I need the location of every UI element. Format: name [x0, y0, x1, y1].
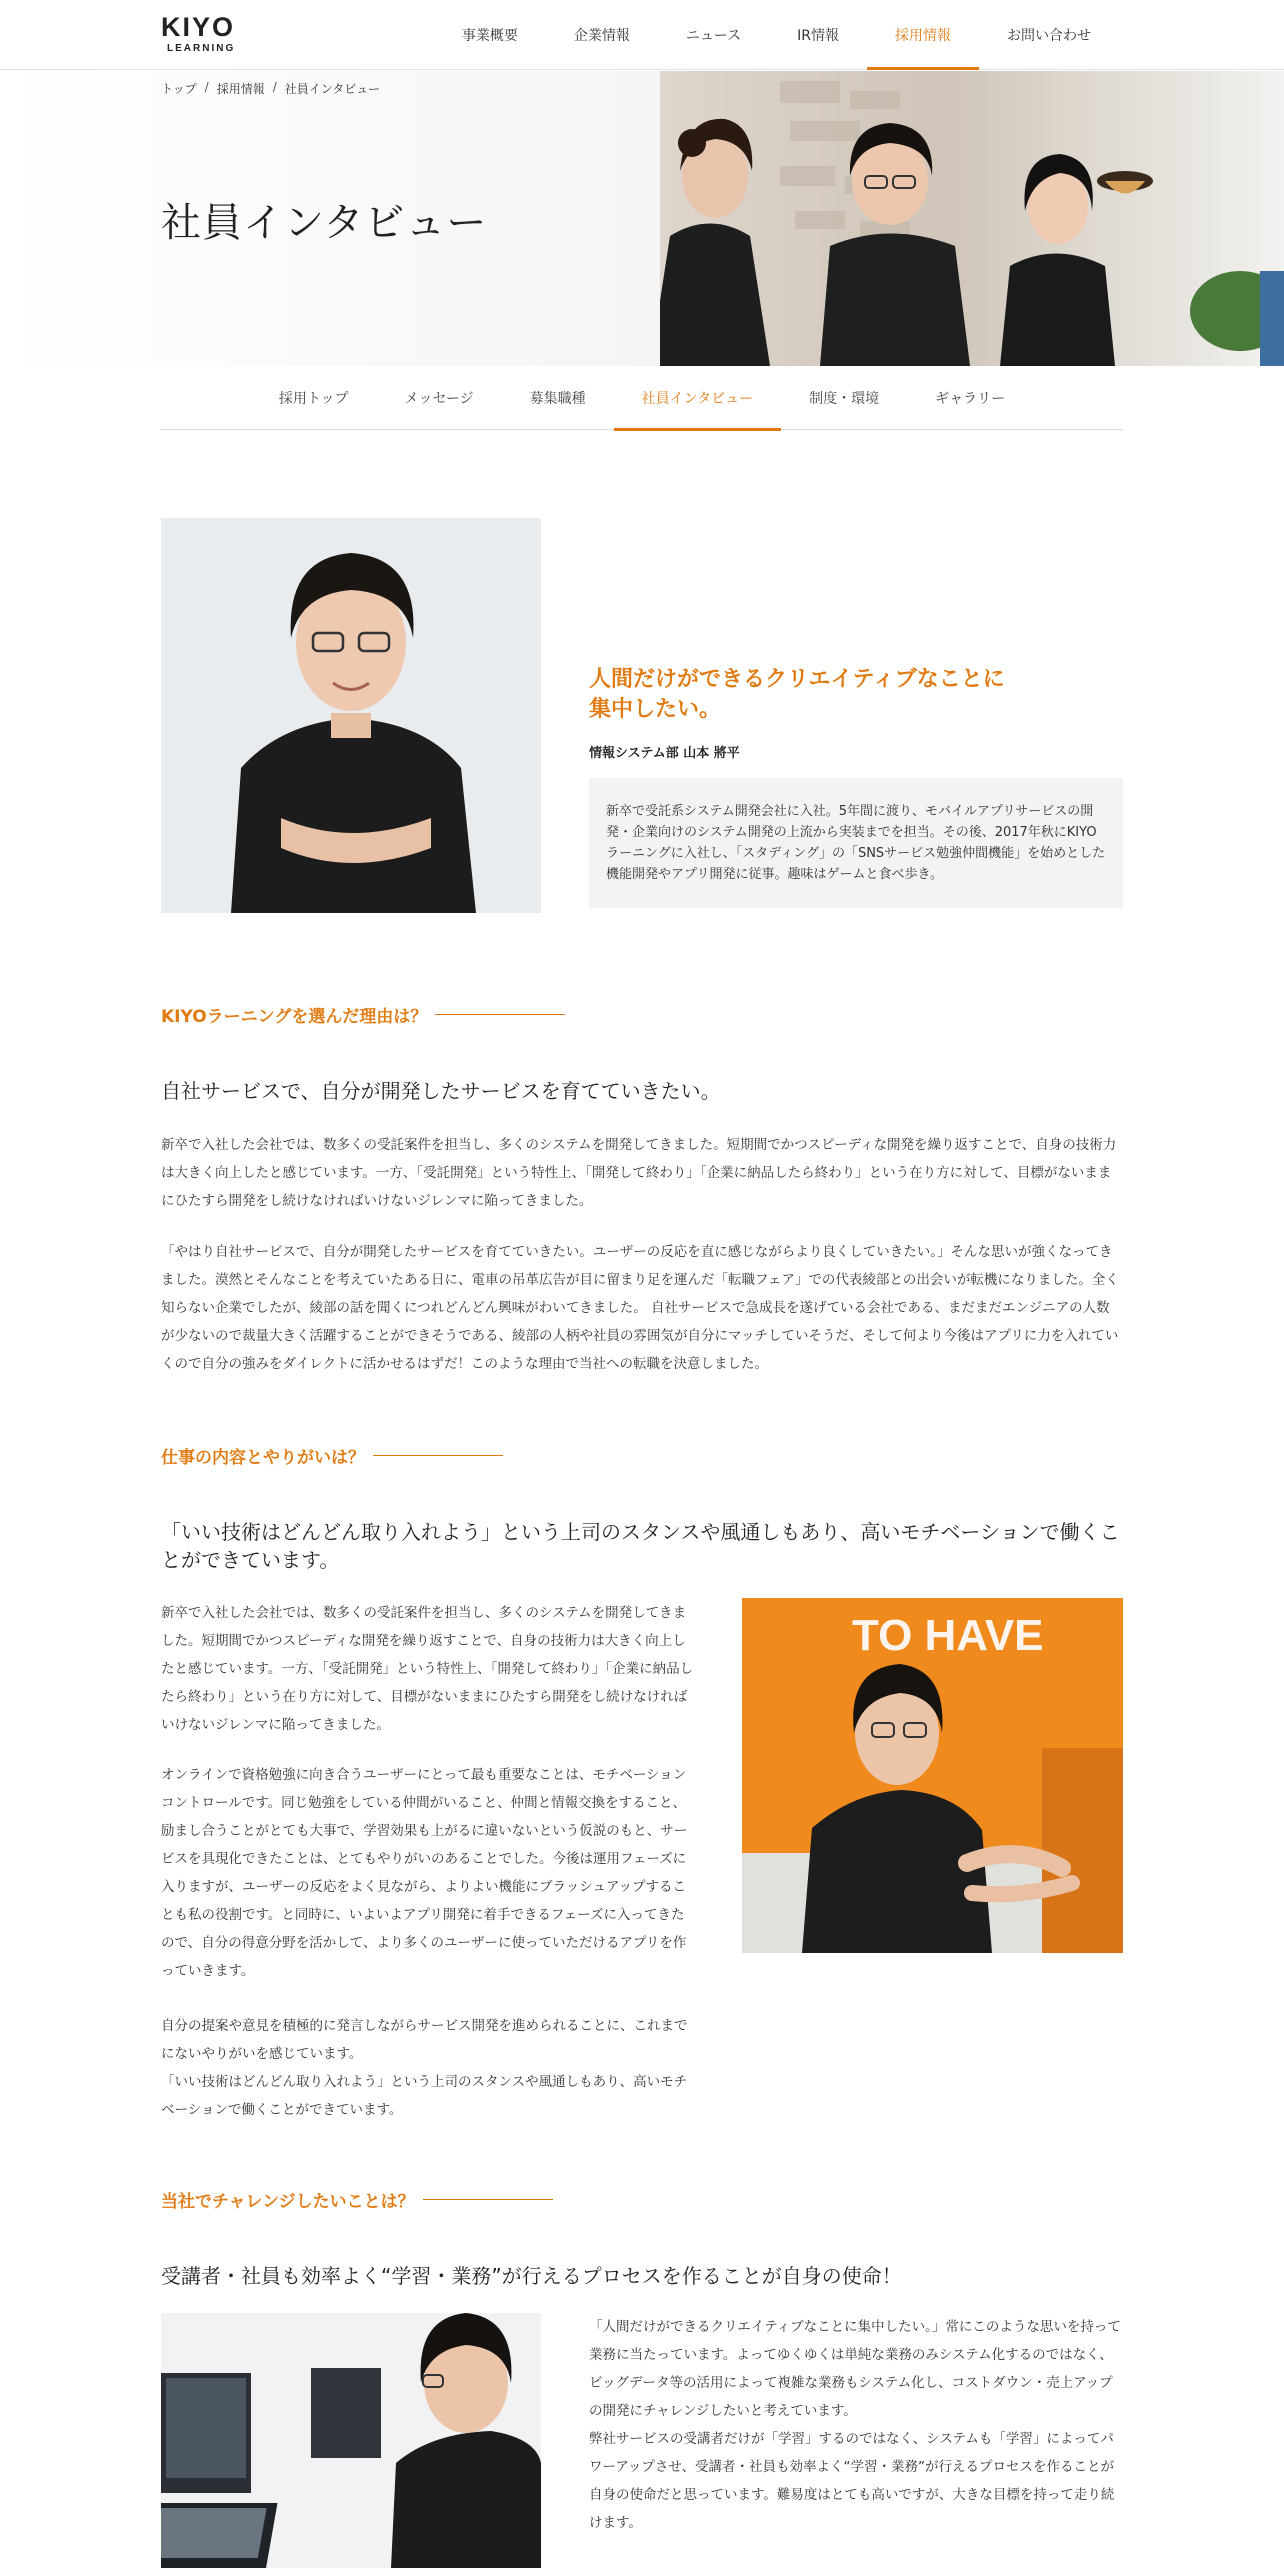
heading-divider	[423, 2199, 553, 2200]
section-subheading: 「いい技術はどんどん取り入れよう」という上司のスタンスや風通しもあり、高いモチベーションで働くことができています。	[161, 1520, 1120, 1572]
section-paragraph: 「やはり自社サービスで、自分が開発したサービスを育てていきたい。ユーザーの反応を直に感じながらより良くしていきたい。」そんな思いが強くなってきました。漠然とそんなことを考えていたある日に、電車の吊革広告が目に留まり足を運んだ「転職フェア」での代表綾部との出会いが転機になりました。全く知らない企業でしたが、綾部の話を聞くにつれどんどん興味がわいてきました。 自社サービスで急成長を遂げている会社である、まだまだエンジニアの人数が少ないので裁量大きく活躍することができそうである、綾部の人柄や社員の雰囲気が自分にマッチしていそうだ、そして何より今後はアプリに力を入れていくので自分の強みをダイレクトに活かせるはずだ！このような理由で当社への転職を決意しました。	[161, 1244, 1119, 1372]
section-heading-text: 仕事の内容とやりがいは？	[161, 1448, 365, 1468]
section-heading-text: KIYOラーニングを選んだ理由は？	[161, 1007, 428, 1027]
nav-item-news[interactable]: ニュース	[685, 28, 742, 44]
section-paragraph	[161, 2012, 695, 2124]
section-paragraph-line: 弊社サービスの受講者だけが「学習」するのではなく、システムも「学習」によってパワーアップさせ、受講者・社員も効率よく“学習・業務”が行えるプロセスを作ることが自身の使命だと思っています。難易度はとても高いですが、大きな目標を持って走り続けます。	[589, 2431, 1115, 2531]
subnav-item-recruit-top[interactable]: 採用トップ	[278, 391, 349, 407]
section-paragraph-line: 「人間だけができるクリエイティブなことに集中したい。」常にこのような思いを持って業務に当たっています。よってゆくゆくは単純な業務のみシステム化するのではなく、ビッグデータ等の活用によって複雑な業務もシステム化し、コストダウン・売上アップの開発にチャレンジしたいと考えています。	[589, 2319, 1121, 2419]
subnav-item-message[interactable]: メッセージ	[404, 391, 474, 407]
breadcrumb-recruit[interactable]: 採用情報	[216, 82, 265, 96]
section-paragraph	[589, 2313, 1123, 2537]
nav-item-business[interactable]: 事業概要	[461, 28, 518, 44]
section-subheading: 受講者・社員も効率よく“学習・業務”が行えるプロセスを作ることが自身の使命！	[161, 2264, 902, 2288]
heading-divider	[373, 1455, 503, 1456]
nav-item-contact[interactable]: お問い合わせ	[1007, 28, 1091, 44]
breadcrumb	[161, 80, 380, 97]
section-heading-work	[161, 1443, 503, 1468]
section-heading-challenge	[161, 2187, 553, 2212]
heading-divider	[435, 1014, 565, 1015]
section-paragraph-line: 「いい技術はどんどん取り入れよう」という上司のスタンスや風通しもあり、高いモチベーションで働くことができています。	[161, 2074, 688, 2118]
breadcrumb-separator: /	[272, 80, 277, 94]
hero-banner	[0, 71, 1284, 366]
profile-portrait-photo	[161, 518, 541, 913]
kiyo-logo[interactable]	[161, 14, 257, 56]
catch-copy	[589, 665, 1049, 725]
catch-copy-line1: 人間だけができるクリエイティブなことに	[589, 667, 1005, 692]
work-interview-photo	[742, 1598, 1123, 1953]
subnav-item-interview[interactable]: 社員インタビュー	[614, 366, 781, 430]
hero-team-photo	[660, 71, 1284, 366]
recruit-subnav	[161, 366, 1123, 430]
subnav-item-positions[interactable]: 募集職種	[529, 391, 586, 407]
section-paragraph-line: 自分の提案や意見を積極的に発言しながらサービス開発を進められることに、これまでにないやりがいを感じています。	[161, 2018, 688, 2062]
section-heading-reason	[161, 1002, 565, 1027]
breadcrumb-separator: /	[204, 80, 209, 94]
global-nav	[434, 0, 1119, 70]
breadcrumb-current: 社員インタビュー	[284, 82, 381, 96]
employee-name: 情報システム部 山本 將平	[589, 746, 740, 761]
subnav-item-environment[interactable]: 制度・環境	[809, 391, 880, 407]
nav-item-company[interactable]: 企業情報	[573, 28, 630, 44]
breadcrumb-top[interactable]: トップ	[161, 82, 197, 96]
catch-copy-line2: 集中したい。	[589, 697, 722, 722]
section-paragraph: オンラインで資格勉強に向き合うユーザーにとって最も重要なことは、モチベーションコントロールです。同じ勉強をしている仲間がいること、仲間と情報交換をすること、励まし合うことがとても大事で、学習効果も上がるに違いないという仮説のもと、サービスを具現化できたことは、とてもやりがいのあることでした。今後は運用フェーズに入りますが、ユーザーの反応をよく見ながら、よりよい機能にブラッシュアップすることも私の役割です。と同時に、いよいよアプリ開発に着手できるフェーズに入ってきたので、自分の得意分野を活かして、より多くのユーザーに使っていただけるアプリを作っていきます。	[161, 1767, 688, 1979]
nav-item-recruit[interactable]: 採用情報	[867, 0, 979, 70]
subnav-item-gallery[interactable]: ギャラリー	[935, 391, 1006, 407]
section-paragraph: 新卒で入社した会社では、数多くの受託案件を担当し、多くのシステムを開発してきました。短期間でかつスピーディな開発を繰り返すことで、自身の技術力は大きく向上したと感じています。一方、「受託開発」という特性上、「開発して終わり」「企業に納品したら終わり」という在り方に対して、目標がないままにひたすら開発をし続けなければいけないジレンマに陥ってきました。	[161, 1605, 694, 1733]
employee-bio: 新卒で受託系システム開発会社に入社。5年間に渡り、モバイルアプリサービスの開発・企業向けのシステム開発の上流から実装までを担当。その後、2017年秋にKIYOラーニングに入社し、「スタディング」の「SNSサービス勉強仲間機能」を始めとした機能開発やアプリ開発に従事。趣味はゲームと食べ歩き。	[589, 778, 1123, 908]
logo-main-text: KIYO	[161, 12, 236, 42]
page-title: 社員インタビュー	[161, 200, 488, 246]
desk-work-photo	[161, 2313, 541, 2568]
site-header	[0, 0, 1284, 70]
photo-sign-text: TO HAVE	[852, 1611, 1044, 1660]
section-heading-text: 当社でチャレンジしたいことは？	[161, 2192, 415, 2212]
nav-item-ir[interactable]: IR情報	[797, 28, 839, 44]
section-paragraph: 新卒で入社した会社では、数多くの受託案件を担当し、多くのシステムを開発してきました。短期間でかつスピーディな開発を繰り返すことで、自身の技術力は大きく向上したと感じています。一方、「受託開発」という特性上、「開発して終わり」「企業に納品したら終わり」という在り方に対して、目標がないままにひたすら開発をし続けなければいけないジレンマに陥ってきました。	[161, 1137, 1117, 1209]
section-subheading: 自社サービスで、自分が開発したサービスを育てていきたい。	[161, 1079, 721, 1103]
logo-sub-text: LEARNING	[167, 43, 236, 54]
